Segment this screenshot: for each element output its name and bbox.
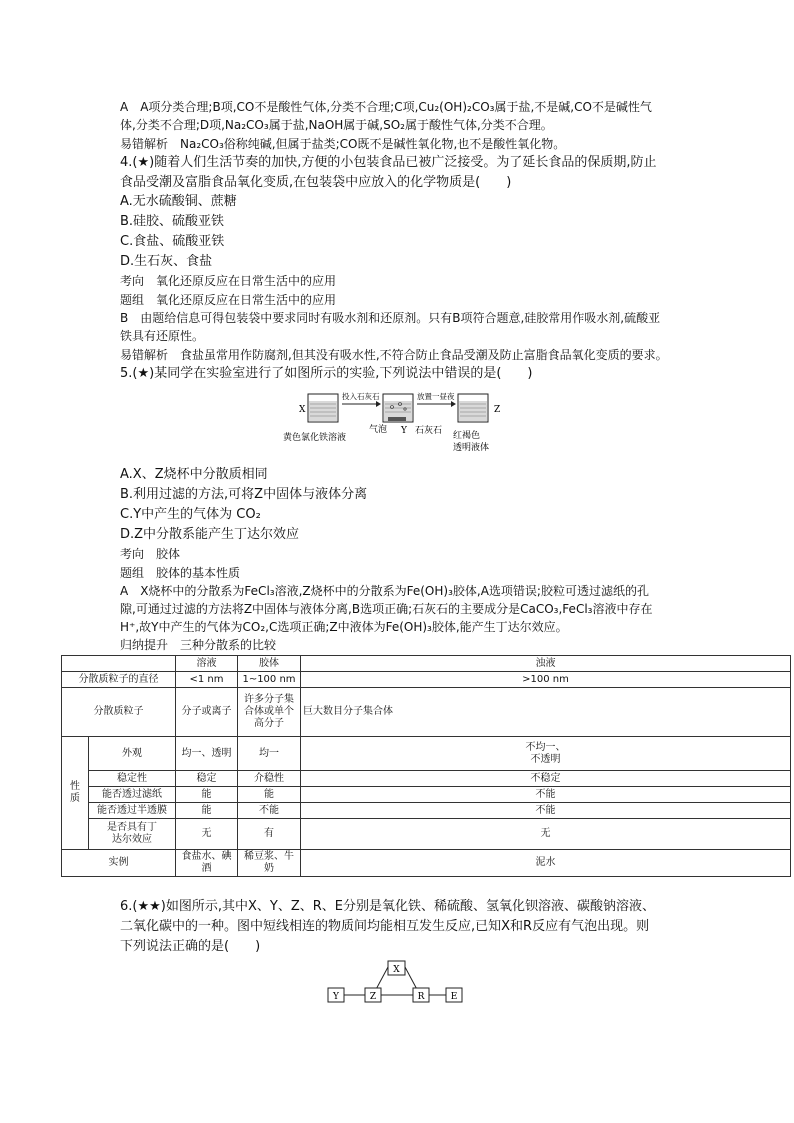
cell: 均一 [238,737,301,771]
cell: 1~100 nm [238,672,301,688]
cell: <1 nm [176,672,238,688]
node-z-label: Z [369,992,377,1002]
caption-stone: 石灰石 [415,426,443,436]
cell: 能 [238,787,301,803]
comparison-table [61,655,791,877]
header-suspension: 浊液 [301,656,791,672]
cell-line: 达尔效应 [112,834,152,845]
experiment-figure [280,388,520,456]
node-r-label: R [417,992,425,1002]
caption-z-1: 红褐色 [453,431,481,441]
cell: 食盐水、碘酒 [176,850,238,877]
cell: 不稳定 [301,771,791,787]
cell: 均一、透明 [176,737,238,771]
cell: 介稳性 [238,771,301,787]
question-6-line-2: 二氧化碳中的一种。图中短线相连的物质间均能相互发生反应,已知X和R反应有气泡出现。则 [120,919,650,934]
answer-4-line-2: 铁具有还原性。 [120,329,205,343]
node-x [388,961,405,975]
row-label: 实例 [62,850,176,877]
node-x-label: X [393,965,400,975]
node-y-label: Y [333,992,339,1002]
label-x: X [299,405,306,415]
table-row [62,850,791,877]
group-char: 性 [70,781,80,792]
question-5-option-d: D.Z中分散系能产生丁达尔效应 [120,527,300,542]
cell-line: 是否具有丁 [107,822,157,833]
row-label: 能否透过半透膜 [89,803,176,819]
question-6-line-3: 下列说法正确的是( ) [120,939,261,954]
question-4-line-2: 食品受潮及富脂食品氧化变质,在包装袋中应放入的化学物质是( ) [120,175,512,190]
question-6-line-1: 6.(★★)如图所示,其中X、Y、Z、R、E分别是氧化铁、稀硫酸、氢氧化钡溶液、碳酸钠溶液、 [120,899,655,914]
reaction-network-diagram [320,958,470,1008]
answer-4-line-1: B 由题给信息可得包装袋中要求同时有吸水剂和还原剂。只有B项符合题意,硅胶常用作吸水剂,硫酸亚 [120,311,661,325]
table-header-blank [62,656,176,672]
cell: 稳定 [176,771,238,787]
caption-gas: 气泡 [369,425,388,435]
row-label [89,819,176,850]
node-z [365,988,381,1002]
table-row [62,819,791,850]
cell: 不能 [301,803,791,819]
summary-title: 归纳提升 三种分散系的比较 [120,638,277,652]
question-4-option-b: B.硅胶、硫酸亚铁 [120,214,225,229]
question-5-option-a: A.X、Z烧杯中分散质相同 [120,467,268,482]
question-4-option-a: A.无水硫酸铜、蔗糖 [120,194,237,209]
cell [301,737,791,771]
cell: 能 [176,803,238,819]
cell [238,688,301,737]
topic-4: 考向 氧化还原反应在日常生活中的应用 [120,274,337,288]
cell: 巨大数目分子集合体 [301,688,791,737]
cell: 有 [238,819,301,850]
cell-line: 不透明 [530,753,561,765]
question-4-option-d: D.生石灰、食盐 [120,254,213,269]
row-label: 分散质粒子的直径 [62,672,176,688]
error-analysis-4: 易错解析 食盐虽常用作防腐剂,但其没有吸水性,不符合防止食品受潮及防止富脂食品氧化变质的要求。 [120,348,668,362]
beaker-y [383,394,413,422]
cell: 无 [301,819,791,850]
table-row [62,787,791,803]
question-5: 5.(★)某同学在实验室进行了如图所示的实验,下列说法中错误的是( ) [120,366,533,381]
node-e-label: E [450,992,458,1002]
arrow-2-label: 放置一昼夜 [417,392,455,401]
label-y: Y [401,426,407,436]
question-4-line-1: 4.(★)随着人们生活节奏的加快,方便的小包装食品已被广泛接受。为了延长食品的保质期,防止 [120,155,657,170]
row-label: 外观 [89,737,176,771]
cell: 不能 [301,787,791,803]
row-label: 分散质粒子 [62,688,176,737]
topic-5: 考向 胶体 [120,547,181,561]
node-r [413,988,429,1002]
table-row [62,737,791,771]
cell: 不能 [238,803,301,819]
table-row [62,672,791,688]
cell: 能 [176,787,238,803]
error-analysis-3: 易错解析 Na₂CO₃俗称纯碱,但属于盐类;CO既不是碱性氧化物,也不是酸性氧化物。 [120,137,566,151]
table-row [62,771,791,787]
cell-line: 许多分子集 [244,694,294,705]
row-label: 稳定性 [89,771,176,787]
node-e [446,988,462,1002]
header-colloid: 胶体 [238,656,301,672]
question-5-option-c: C.Y中产生的气体为 CO₂ [120,507,261,522]
question-4-option-c: C.食盐、硫酸亚铁 [120,234,225,249]
question-5-option-b: B.利用过滤的方法,可将Z中固体与液体分离 [120,487,368,502]
beaker-z [458,394,488,422]
group-char: 质 [70,793,80,804]
row-label: 能否透过滤纸 [89,787,176,803]
answer-5-line-3: H⁺,故Y中产生的气体为CO₂,C选项正确;Z中液体为Fe(OH)₃胶体,能产生丁达尔效应。 [120,620,568,634]
caption-x: 黄色氯化铁溶液 [283,433,347,443]
beaker-x [308,394,338,422]
label-z: Z [494,405,501,415]
node-y [328,988,344,1002]
arrow-1-label: 投入石灰石 [342,392,380,401]
group-4: 题组 氧化还原反应在日常生活中的应用 [120,293,337,307]
cell-line: 高分子 [254,718,284,729]
caption-z-2: 透明液体 [453,443,490,453]
table-header-row [62,656,791,672]
cell: 分子或离子 [176,688,238,737]
cell: >100 nm [301,672,791,688]
answer-3-line-2: 体,分类不合理;D项,Na₂CO₃属于盐,NaOH属于碱,SO₂属于酸性气体,分类不合理。 [120,118,553,132]
cell: 稀豆浆、牛奶 [238,850,301,877]
answer-5-line-1: A X烧杯中的分散系为FeCl₃溶液,Z烧杯中的分散系为Fe(OH)₃胶体,A选项错误;胶粒可透过滤纸的孔 [120,584,649,598]
properties-group-label [62,737,89,850]
group-5: 题组 胶体的基本性质 [120,566,241,580]
header-solution: 溶液 [176,656,238,672]
table-row [62,803,791,819]
cell-line: 合体或单个 [244,706,294,717]
table-row [62,688,791,737]
cell-line: 不均一、 [525,741,566,753]
answer-3-line-1: A A项分类合理;B项,CO不是酸性气体,分类不合理;C项,Cu₂(OH)₂CO₃属于盐,不是碱,CO不是碱性气 [120,100,652,114]
answer-5-line-2: 隙,可通过过滤的方法将Z中固体与液体分离,B选项正确;石灰石的主要成分是CaCO₃,FeCl₃溶液中存在 [120,602,653,616]
cell: 泥水 [301,850,791,877]
cell: 无 [176,819,238,850]
